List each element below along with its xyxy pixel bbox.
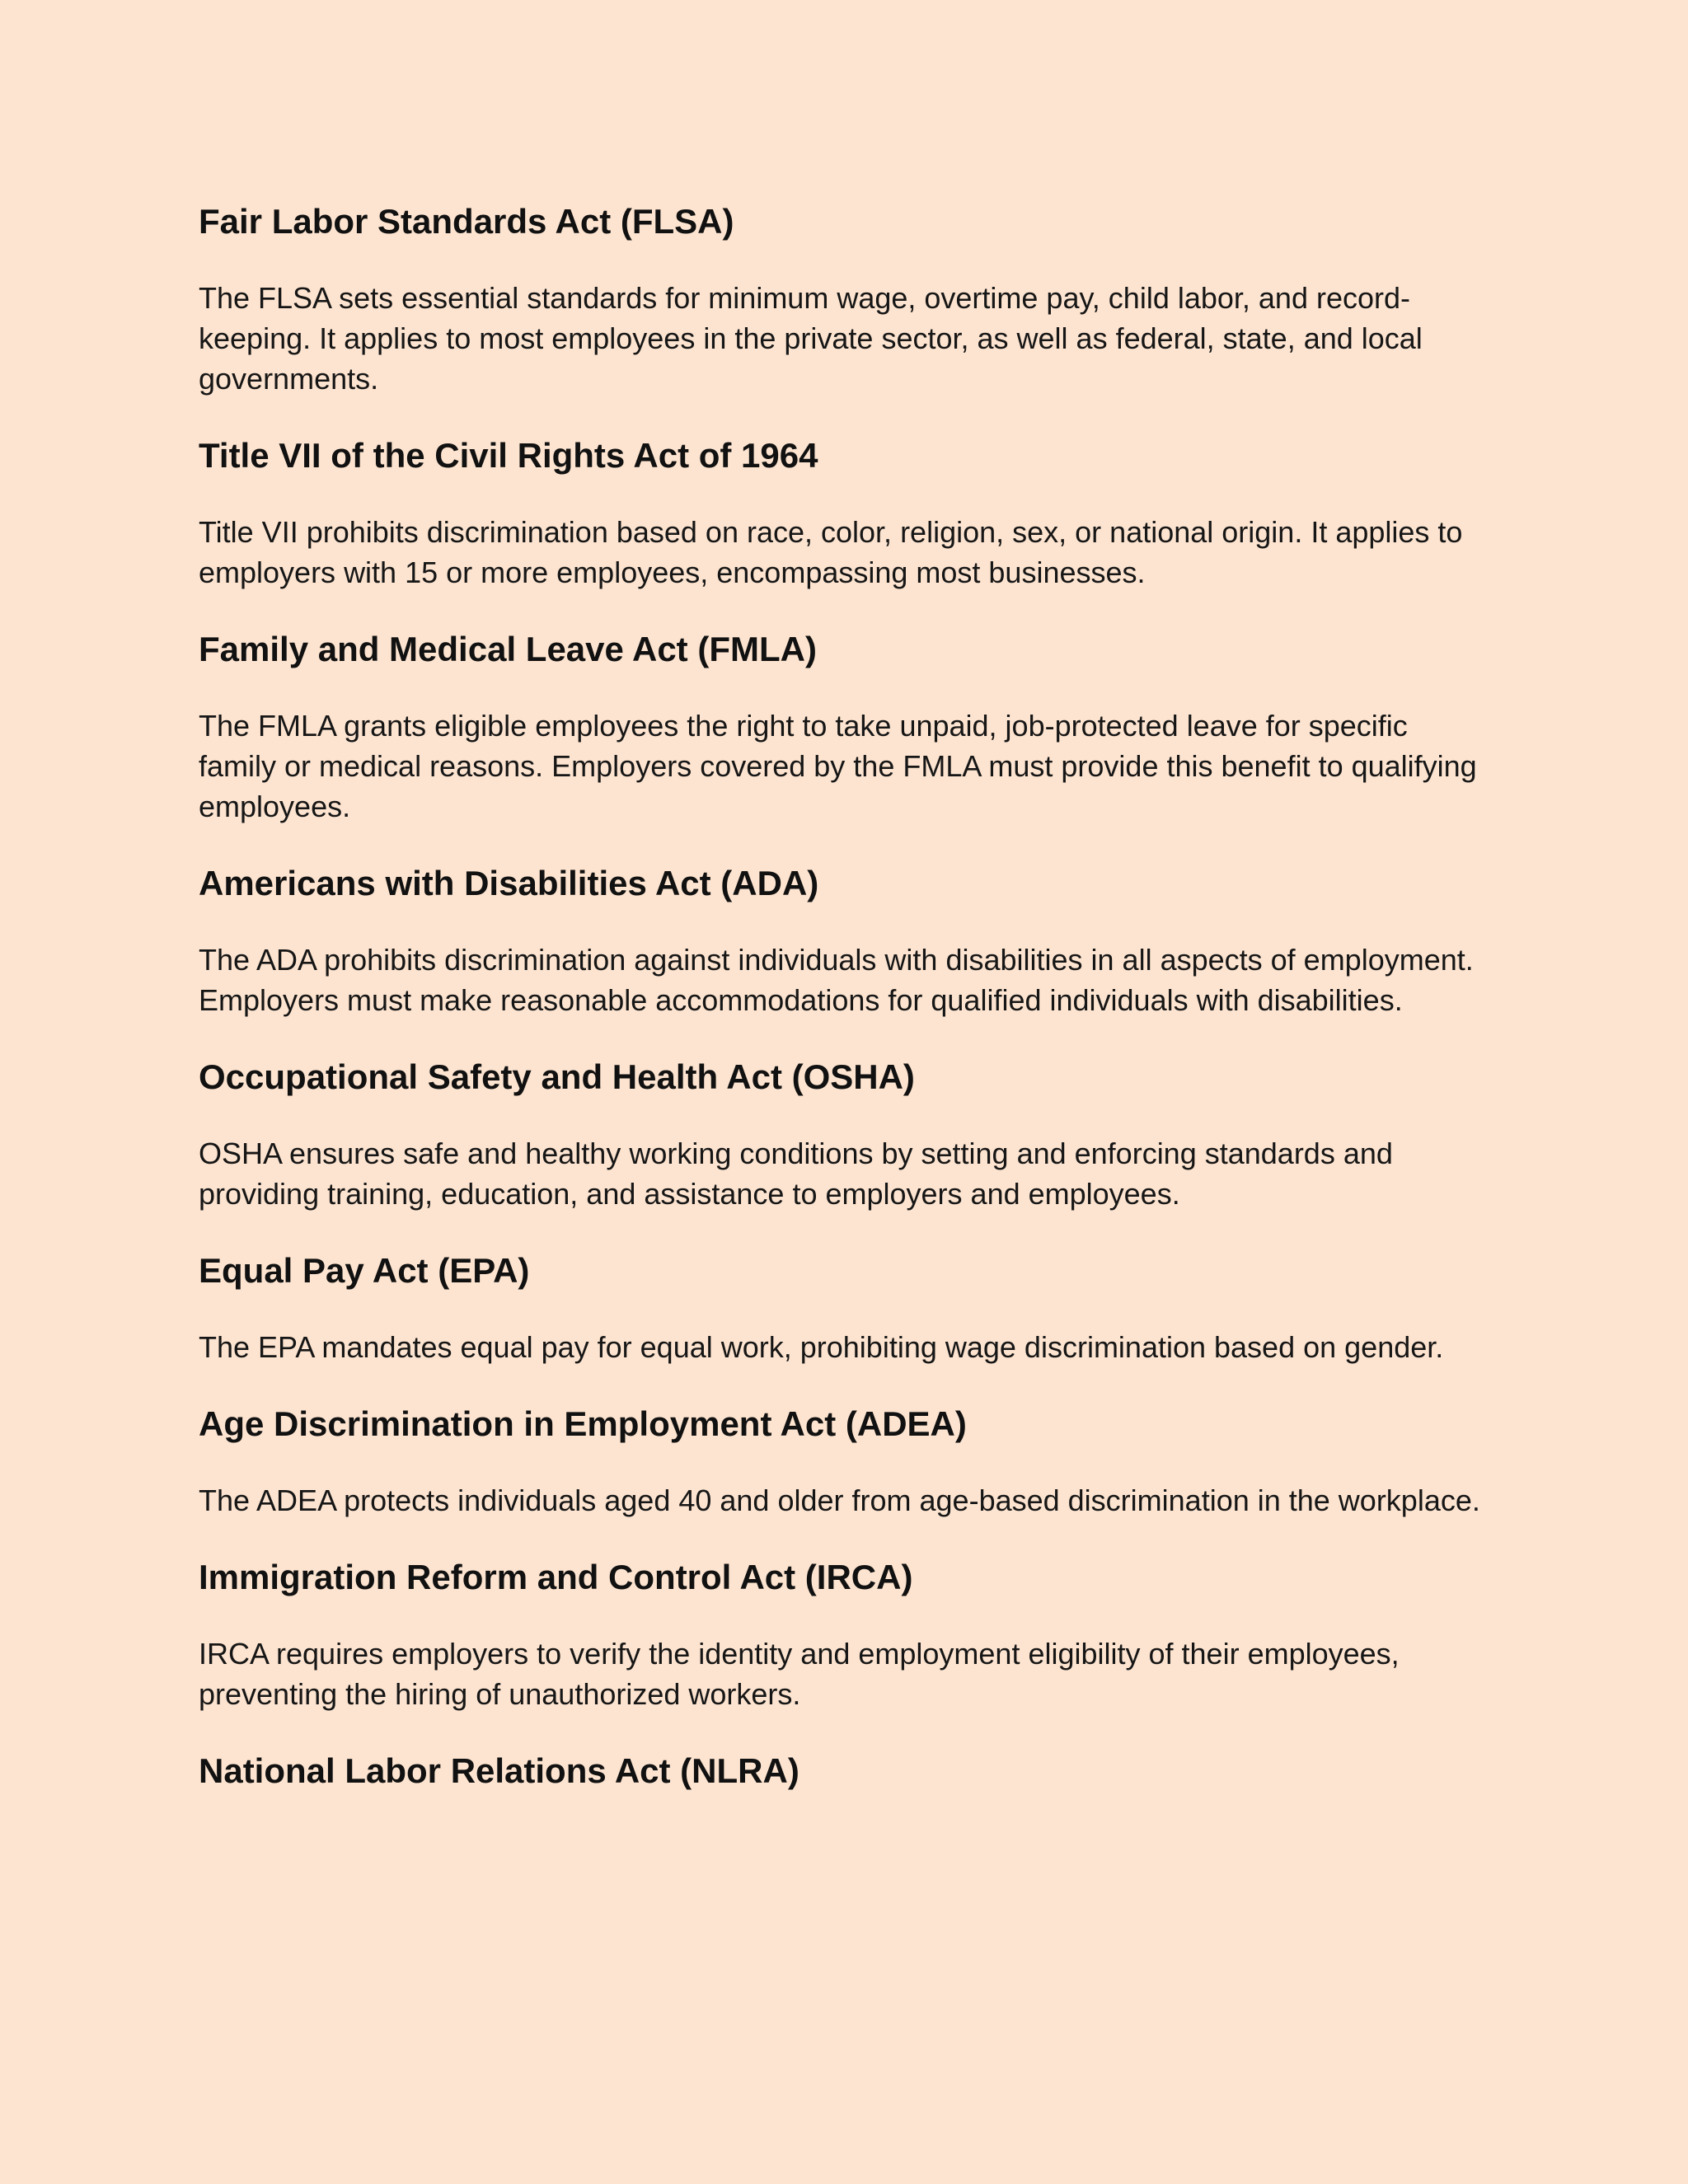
- section-heading-osha: Occupational Safety and Health Act (OSHA): [199, 1057, 915, 1096]
- section-heading-adea: Age Discrimination in Employment Act (ADEA): [199, 1404, 967, 1443]
- section-heading-nlra: National Labor Relations Act (NLRA): [199, 1751, 799, 1790]
- section-body-adea: The ADEA protects individuals aged 40 and older from age-based discrimination in the workplace.: [199, 1483, 1480, 1517]
- section-body-osha: OSHA ensures safe and healthy working conditions by setting and enforcing standards and providing training, education, and assistance to employers and employees.: [199, 1137, 1393, 1211]
- section-heading-title-vii: Title VII of the Civil Rights Act of 1964: [199, 436, 818, 475]
- section-heading-epa: Equal Pay Act (EPA): [199, 1251, 530, 1290]
- section-body-flsa: The FLSA sets essential standards for minimum wage, overtime pay, child labor, and record-keeping. It applies to most employees in the private sector, as well as federal, state, and local governments.: [199, 281, 1423, 396]
- section-heading-irca: Immigration Reform and Control Act (IRCA): [199, 1558, 913, 1596]
- section-body-irca: IRCA requires employers to verify the identity and employment eligibility of their employees, preventing the hiring of unauthorized workers.: [199, 1637, 1400, 1711]
- section-body-epa: The EPA mandates equal pay for equal work, prohibiting wage discrimination based on gender.: [199, 1330, 1444, 1364]
- section-heading-flsa: Fair Labor Standards Act (FLSA): [199, 202, 734, 241]
- section-body-ada: The ADA prohibits discrimination against individuals with disabilities in all aspects of employment. Employers must make reasonable accommodations for qualified individuals with disabilities.: [199, 943, 1474, 1017]
- section-heading-ada: Americans with Disabilities Act (ADA): [199, 864, 819, 902]
- section-body-title-vii: Title VII prohibits discrimination based on race, color, religion, sex, or national origin. It applies to employers with 15 or more employees, encompassing most businesses.: [199, 515, 1463, 589]
- section-heading-fmla: Family and Medical Leave Act (FMLA): [199, 630, 817, 668]
- section-body-fmla: The FMLA grants eligible employees the right to take unpaid, job-protected leave for specific family or medical reasons. Employers covered by the FMLA must provide this benefit to qualifying employees.: [199, 709, 1477, 823]
